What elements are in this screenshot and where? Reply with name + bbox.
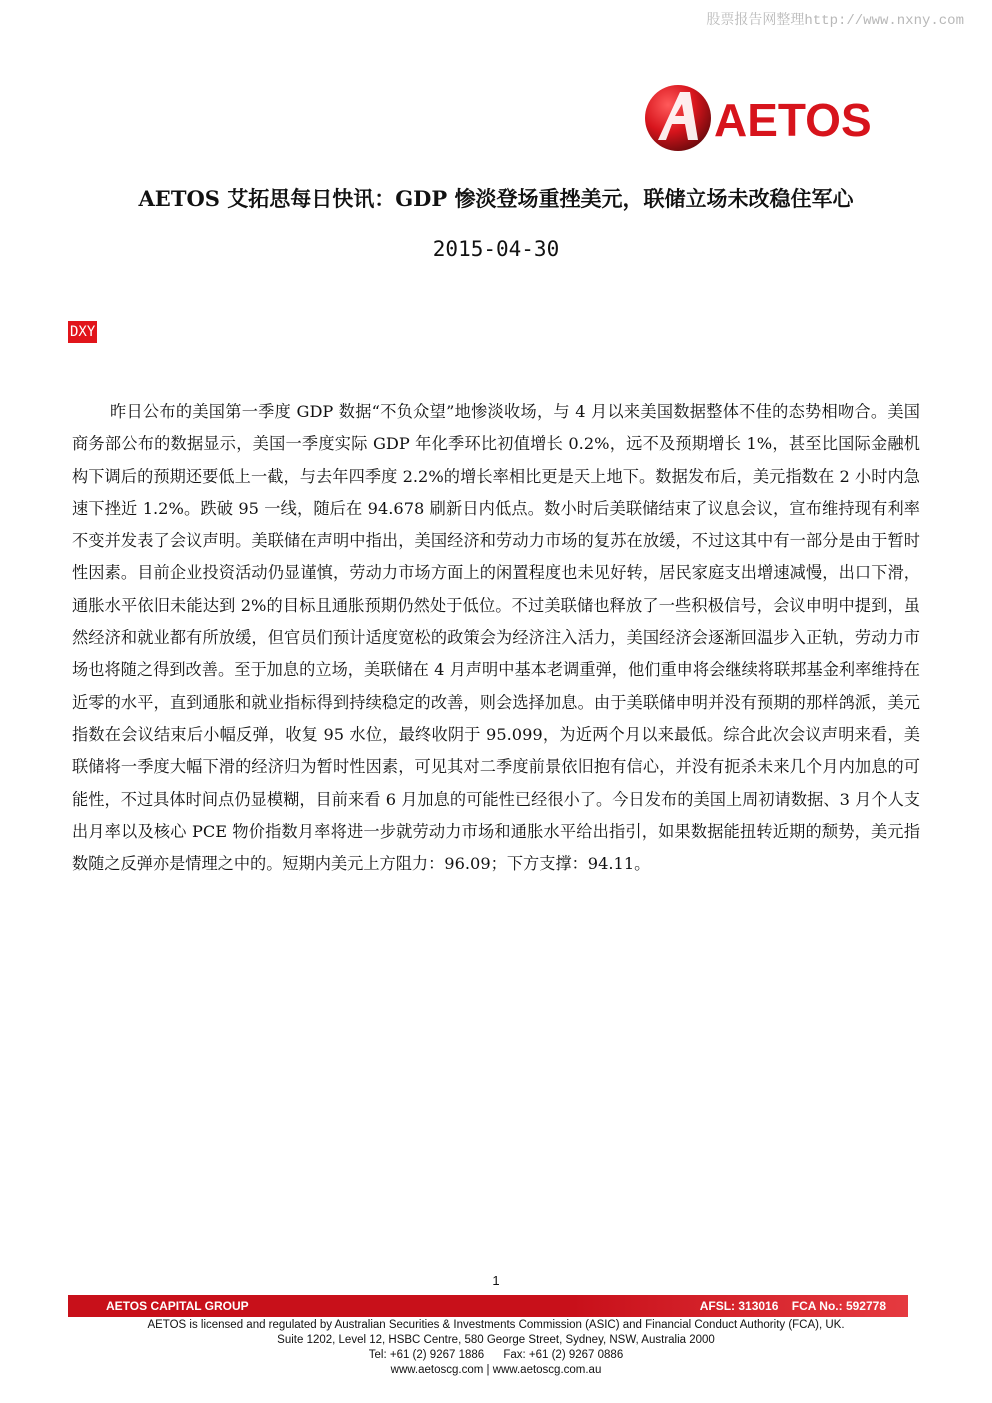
footer-regulation: AETOS is licensed and regulated by Australian Securities & Investments Commission (ASIC) and Financial Conduct Authority (FCA), UK. <box>147 1319 845 1331</box>
page-number: 1 <box>492 1273 500 1288</box>
footer-websites[interactable]: www.aetoscg.com | www.aetoscg.com.au <box>390 1364 602 1376</box>
body-paragraph: 昨日公布的美国第一季度 GDP 数据“不负众望”地惨淡收场，与 4 月以来美国数据整体不佳的态势相吻合。美国商务部公布的数据显示，美国一季度实际 GDP 年化季环比初值增长 0.2%，远不及预期增长 1%，甚至比国际金融机构下调后的预期还要低上一截，与去年四季度 2.2%的增长率相比更是天上地下。数据发布后，美元指数在 2 小时内急速下挫近 1.2%。跌破 95 一线，随后在 94.678 刷新日内低点。数小时后美联储结束了议息会议，宣布维持现有利率不变并发表了会议声明。美联储在声明中指出，美国经济和劳动力市场的复苏在放缓，不过这其中有一部分是由于暂时性因素。目前企业投资活动仍显谨慎，劳动力市场方面上的闲置程度也未见好转，居民家庭支出增速减慢，出口下滑，通胀水平依旧未能达到 2%的目标且通胀预期仍然处于低位。不过美联储也释放了一些积极信号，会议申明中提到，虽然经济和就业都有所放缓，但官员们预计适度宽松的政策会为经济注入活力，美国经济会逐渐回温步入正轨，劳动力市场也将随之得到改善。至于加息的立场，美联储在 4 月声明中基本老调重弹，他们重申将会继续将联邦基金利率维持在近零的水平，直到通胀和就业指标得到持续稳定的改善，则会选择加息。由于美联储申明并没有预期的那样鸽派，美元指数在会议结束后小幅反弹，收复 95 水位，最终收阴于 95.099，为近两个月以来最低。综合此次会议声明来看，美联储将一季度大幅下滑的经济归为暂时性因素，可见其对二季度前景依旧抱有信心，并没有扼杀未来几个月内加息的可能性，不过具体时间点仍显模糊，目前来看 6 月加息的可能性已经很小了。今日发布的美国上周初请数据、3 月个人支出月率以及核心 PCE 物价指数月率将进一步就劳动力市场和通胀水平给出指引，如果数据能扭转近期的颓势，美元指数随之反弹亦是情理之中的。短期内美元上方阻力：96.09；下方支撑：94.11。 <box>72 402 920 874</box>
footer-company: AETOS CAPITAL GROUP <box>106 1299 249 1313</box>
footer-contact: Tel: +61 (2) 9267 1886 Fax: +61 (2) 9267 0886 <box>368 1349 624 1361</box>
report-date: 2015-04-30 <box>432 237 560 261</box>
logo-text: AETOS <box>714 94 872 146</box>
footer-info <box>0 1318 992 1378</box>
aetos-logo <box>640 78 910 158</box>
watermark: 股票报告网整理http://www.nxny.com <box>706 13 964 29</box>
footer-licenses: AFSL: 313016 FCA No.: 592778 <box>699 1299 886 1313</box>
dxy-tag: DXY <box>68 321 97 343</box>
footer-bar <box>68 1295 908 1317</box>
footer-address: Suite 1202, Level 12, HSBC Centre, 580 George Street, Sydney, NSW, Australia 2000 <box>277 1334 715 1346</box>
page-title: AETOS 艾拓思每日快讯：GDP 惨淡登场重挫美元，联储立场未改稳住军心 <box>138 186 854 211</box>
